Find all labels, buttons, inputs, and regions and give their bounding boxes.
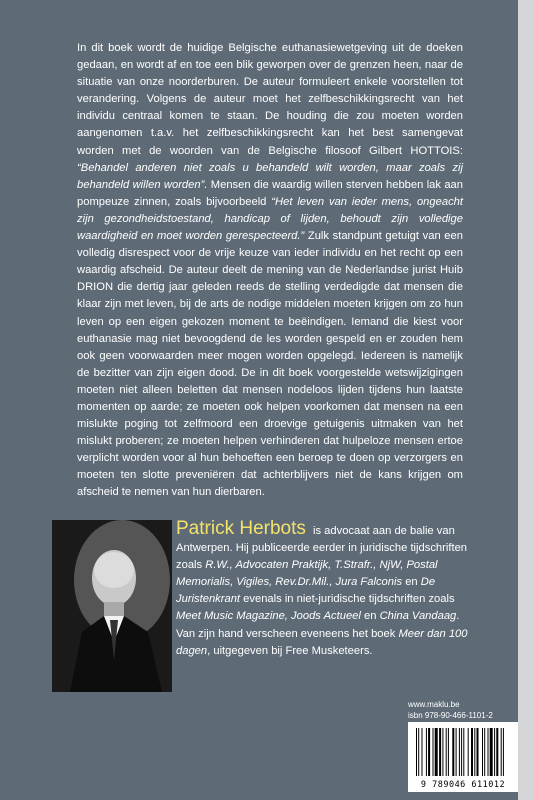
barcode-bar bbox=[448, 728, 449, 776]
dignity-quote: “Het leven van ieder mens, ongeacht zijn gezondheidstoestand, handicap of lijden, behoudt zijn volledige waardigheid en moet worden gerespecteerd.” bbox=[77, 195, 463, 243]
blurb-text: Zulk standpunt getuigt van een volledig disrespect voor de vrije keuze van ieder individu en het recht op een waardig afscheid. De auteur deelt de mening van de Nederlandse jurist Huib DRION die dertig jaar geleden reeds de stelling verdedigde dat mensen die klaar zijn met leven, bij de arts de nodige middelen moeten krijgen om zo hun leven op een eigen gekozen moment te beëindigen. Iemand die kiest voor euthanasie mag niet bevoogdend de les worden gespeld en er zouden hem ook geen voorwaarden meer mogen worden opgelegd. Iedereen is namelijk de bezitter van zijn eigen dood. De in dit boek voorgestelde wetswijzigingen moeten niet alleen beletten dat mensen nodeloos lijden tijdens hun laatste momenten op aarde; ze moeten ook helpen voorkomen dat mensen na een mislukte poging tot zelfmoord een droevige getuigenis uitmaken van het mislukt proberen; ze moeten helpen verhinderen dat hulpeloze mensen ertoe verplicht worden voor al hun behoeften een beroep te doen op verzorgers en moeten ten slotte preveniëren dat achterblijvers niet de kans krijgen om afscheid te nemen van hun dierbaren. bbox=[77, 230, 463, 499]
bio-text: en bbox=[402, 576, 421, 589]
barcode-bar bbox=[461, 728, 462, 776]
barcode-bar bbox=[422, 728, 423, 776]
author-bio bbox=[176, 520, 472, 660]
right-edge-strip bbox=[518, 0, 534, 800]
magazine-list: Meet Music Magazine, Joods Actueel bbox=[176, 610, 361, 623]
publisher-info bbox=[408, 699, 518, 721]
barcode-bar bbox=[439, 728, 441, 776]
barcode-bar bbox=[446, 728, 447, 776]
bio-text: is advocaat aan de balie van Antwerpen. Hij publiceerde eerder in juridische tijdschriften zoals bbox=[176, 525, 468, 572]
bio-text: . Van zijn hand verscheen eveneens het boek bbox=[176, 610, 460, 640]
barcode-bar bbox=[496, 728, 498, 776]
barcode-bar bbox=[503, 728, 504, 776]
barcode-number: 9 789046 611012 bbox=[420, 780, 506, 790]
book-title: Meer dan 100 dagen bbox=[176, 627, 468, 657]
barcode-bar bbox=[482, 728, 483, 776]
barcode-bar bbox=[471, 728, 473, 776]
bio-text: , uitgegeven bij Free Musketeers. bbox=[207, 644, 373, 657]
barcode-bar bbox=[488, 728, 489, 776]
bio-text: en bbox=[360, 610, 380, 623]
barcode-bar bbox=[490, 728, 493, 776]
blurb-text: In dit boek wordt de huidige Belgische euthanasiewetgeving uit de doeken gedaan, en wordt af en toe een blik geworpen over de grenzen heen, naar de situatie van onze noorderburen. De auteur formuleert enkele voorstellen tot verandering. Volgens de auteur moet het zelfbeschikkingsrecht van het individu centraal komen te staan. De houding die zou moeten worden aangenomen t.a.v. het zelfbeschikkingsrecht kan het best samengevat worden met de woorden van de Belgische filosoof Gilbert HOTTOIS: bbox=[77, 42, 463, 157]
barcode-bar bbox=[463, 728, 464, 776]
barcode-bar bbox=[418, 728, 419, 776]
publisher-website: www.maklu.be bbox=[408, 700, 460, 709]
journal-list: R.W., Advocaten Praktijk, T.Strafr., NjW, Postal Memorialis, Vigiles, Rev.Dr.Mil., Jura Falconis bbox=[176, 559, 438, 589]
barcode-bar bbox=[456, 728, 457, 776]
magazine-name: China Vandaag bbox=[379, 610, 457, 623]
author-name: Patrick Herbots bbox=[176, 518, 306, 539]
barcode-bar bbox=[484, 728, 485, 776]
barcode-bar bbox=[501, 728, 502, 776]
hottois-quote: “Behandel anderen niet zoals u behandeld wilt worden, maar zoals zij behandeld willen worden”. bbox=[77, 161, 463, 191]
bio-text: evenals in niet-juridische tijdschriften zoals bbox=[240, 593, 455, 606]
barcode-bar bbox=[494, 728, 495, 776]
barcode-bar bbox=[435, 728, 438, 776]
barcode-bar bbox=[459, 728, 460, 776]
isbn-text: isbn 978-90-466-1101-2 bbox=[408, 711, 493, 720]
back-cover-blurb bbox=[77, 40, 463, 502]
barcode-bar bbox=[433, 728, 434, 776]
barcode-bar bbox=[442, 728, 443, 776]
barcode-bar bbox=[426, 728, 427, 776]
barcode-bar bbox=[468, 728, 469, 776]
barcode-bar bbox=[428, 728, 430, 776]
journal-name: De Juristenkrant bbox=[176, 576, 436, 606]
barcode bbox=[408, 722, 518, 792]
barcode-bar bbox=[416, 728, 417, 776]
blurb-text: Mensen die waardig willen sterven hebben lak aan pompeuze zinnen, zoals bijvoorbeeld bbox=[77, 178, 463, 208]
barcode-bar bbox=[477, 728, 479, 776]
author-photo bbox=[52, 520, 172, 692]
barcode-bar bbox=[474, 728, 475, 776]
barcode-bar bbox=[452, 728, 454, 776]
barcode-bars bbox=[408, 722, 518, 780]
